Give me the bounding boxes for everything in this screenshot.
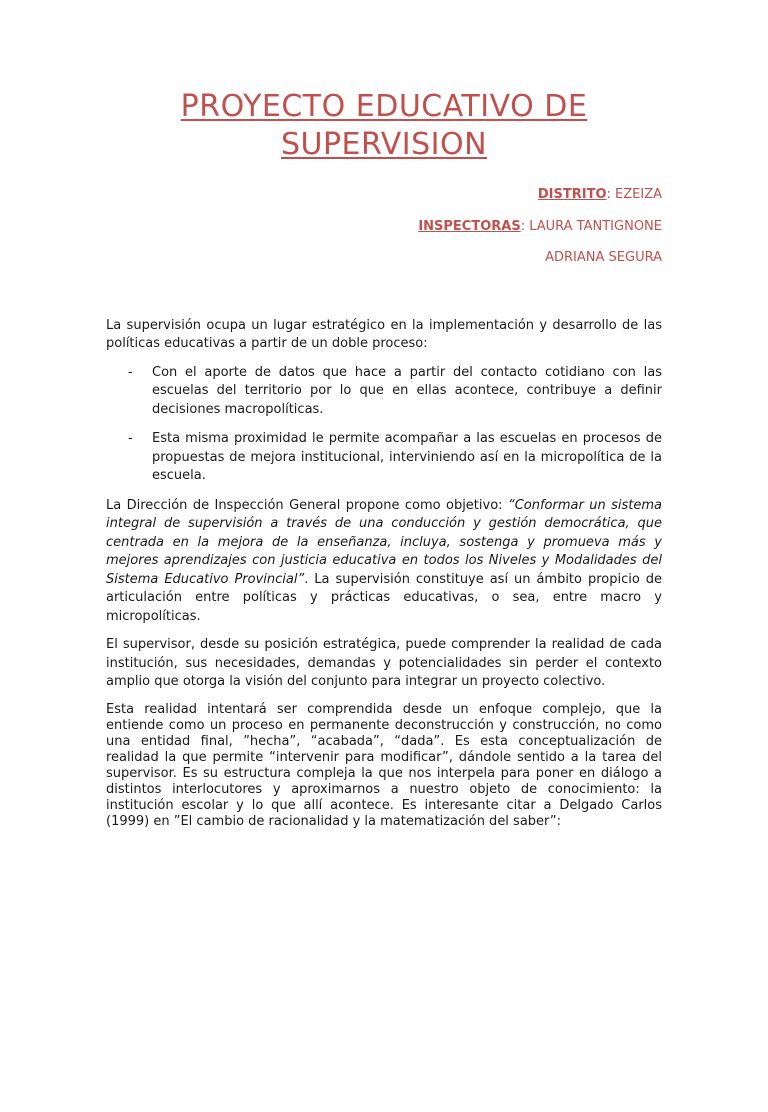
- title-line-1: PROYECTO EDUCATIVO DE: [180, 89, 588, 124]
- direccion-tail: . La supervisión constituye así un ámbito propicio de articulación entre políticas y prácticas educativas, o sea, entre macro y micropolíticas.: [106, 571, 662, 624]
- inspectoras-value: : LAURA TANTIGNONE: [520, 218, 662, 234]
- bullet-dash: -: [128, 431, 133, 446]
- supervisor-paragraph: El supervisor, desde su posición estratégica, puede comprender la realidad de cada institución, sus necesidades, demandas y potencialidades sin perder el contexto amplio que otorga la visión del conjunto para integrar un proyecto colectivo.: [106, 637, 662, 689]
- bullet-text: Esta misma proximidad le permite acompañar a las escuelas en procesos de propuestas de mejora institucional, interviniendo así en la micropolítica de la escuela.: [152, 431, 662, 483]
- bullet-dash: -: [128, 364, 133, 380]
- bullet-item: [106, 364, 662, 420]
- distrito-value: : EZEIZA: [606, 187, 662, 202]
- bullet-text: Con el aporte de datos que hace a partir del contacto cotidiano con las escuelas del territorio por lo que en ellas acontece, contribuye a definir decisiones macropolíticas.: [152, 364, 662, 417]
- document-body: [106, 317, 662, 830]
- direccion-paragraph: [106, 497, 662, 627]
- intro-paragraph: La supervisión ocupa un lugar estratégico en la implementación y desarrollo de las políticas educativas a partir de un doble proceso:: [106, 317, 662, 351]
- inspectora-2-line: [106, 247, 662, 279]
- inspectora-2-value: ADRIANA SEGURA: [545, 250, 662, 265]
- direccion-lead: La Dirección de Inspección General propone como objetivo:: [106, 497, 508, 513]
- realidad-paragraph: Esta realidad intentará ser comprendida desde un enfoque complejo, que la entiende como un proceso en permanente deconstrucción y construcción, no como una entidad final, ”hecha”, “acabada”, “dada”. Es esta conceptualización de realidad la que permite “intervenir para modificar”, dándole sentido a la tarea del supervisor. Es su estructura compleja la que nos interpela para poner en diálogo a distintos interlocutores y aproximarnos a nuestro objeto de conocimiento: la institución escolar y lo que allí acontece. Es interesante citar a Delgado Carlos (1999) en ”El cambio de racionalidad y la matematización del saber”:: [106, 701, 662, 829]
- inspectoras-label: INSPECTORAS: [418, 218, 521, 234]
- distrito-line: [106, 184, 662, 216]
- bullet-item: [106, 430, 662, 486]
- inspectoras-line: [106, 216, 662, 248]
- bullet-list: [106, 364, 662, 486]
- title-line-2: SUPERVISION: [280, 127, 488, 162]
- document-title: [106, 88, 662, 164]
- document-meta: [106, 184, 662, 279]
- document-page: [0, 88, 768, 1112]
- distrito-label: DISTRITO: [537, 187, 607, 202]
- direccion-quote: “Conformar un sistema integral de supervisión a través de una conducción y gestión democrática, que centrada en la mejora de la enseñanza, incluya, sostenga y promueva más y mejores aprendizajes con justicia educativa en todos los Niveles y Modalidades del Sistema Educativo Provincial”: [106, 497, 662, 587]
